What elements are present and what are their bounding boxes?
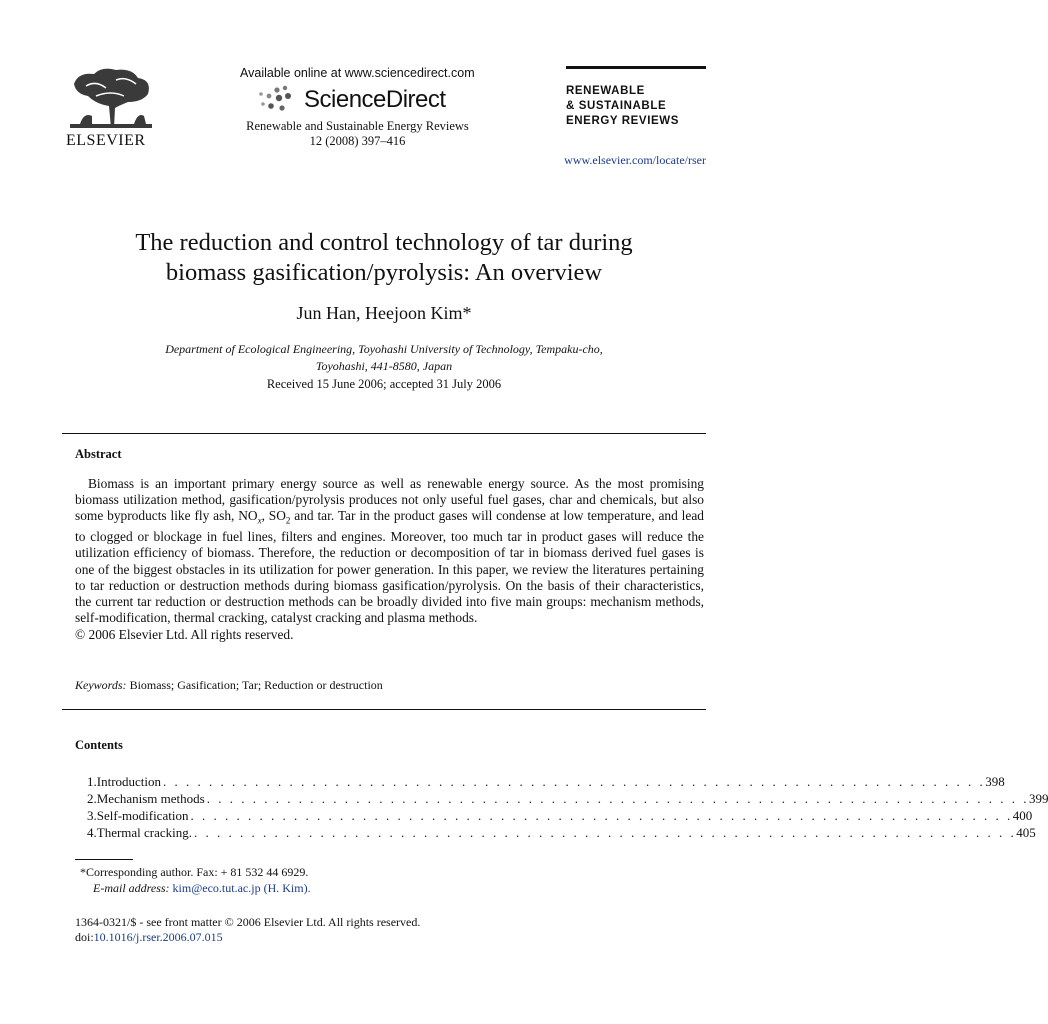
toc-title: Introduction <box>96 774 162 789</box>
toc-page: 399 <box>1028 791 1048 806</box>
email-label: E-mail address: <box>93 881 170 895</box>
journal-title-line: ENERGY REVIEWS <box>566 115 679 127</box>
journal-title-line: RENEWABLE <box>566 85 645 97</box>
journal-volume: 12 (2008) 397–416 <box>309 134 406 148</box>
affiliation-line: Department of Ecological Engineering, Toyohashi University of Technology, Tempaku-cho, <box>165 342 603 356</box>
abstract-text-part: and tar. Tar in the product gases will condense at low temperature, and lead to clogged or blockage in fuel lines, filters and engines. Moreover, too much tar in product gases will reduce the utilization efficiency of biomass. Therefore, the reduction or decomposition of tar in biomass derived fuel gases is one of the biggest obstacles in its utilization for power generation. In this paper, we review the literatures pertaining to tar reduction or destruction methods during biomass gasification/pyrolysis. On the basis of their characteristics, the current tar reduction or destruction methods can be broadly divided into five main groups: mechanism methods, self-modification, thermal cracking, catalyst cracking and plasma methods. <box>75 508 704 626</box>
toc-page: 400 <box>1012 808 1033 823</box>
journal-name: Renewable and Sustainable Energy Reviews <box>246 119 469 133</box>
article-title <box>40 228 728 288</box>
abstract-text-part: , SO <box>261 508 286 524</box>
table-of-contents <box>87 773 1048 841</box>
toc-number: 3. <box>87 808 97 823</box>
affiliation-line: Toyohashi, 441-8580, Japan <box>315 359 453 373</box>
toc-item[interactable] <box>87 790 1048 807</box>
toc-leader: . . . . . . . . . . . . . . . . . . . . . . . . . . . . . . . . . . . . . . . . . . . . . . . . . . . . . . . . . . . . . . . . . . . . . . . . <box>206 791 1029 806</box>
toc-number: 1. <box>87 774 97 789</box>
subscript: x <box>257 516 262 527</box>
article-title-line: biomass gasification/pyrolysis: An overview <box>165 259 603 286</box>
footnote-rule <box>75 859 133 860</box>
corresponding-author-note: *Corresponding author. Fax: + 81 532 44 6929. <box>80 865 309 879</box>
toc-item[interactable] <box>87 807 1033 824</box>
email-link[interactable]: kim@eco.tut.ac.jp (H. Kim). <box>172 881 311 895</box>
abstract-copyright: © 2006 Elsevier Ltd. All rights reserved. <box>75 626 294 642</box>
toc-leader: . . . . . . . . . . . . . . . . . . . . . . . . . . . . . . . . . . . . . . . . . . . . . . . . . . . . . . . . . . . . . . . . . . . . . . . . <box>190 808 1013 823</box>
journal-url-link[interactable]: www.elsevier.com/locate/rser <box>564 153 706 167</box>
article-authors: Jun Han, Heejoon Kim* <box>296 303 472 323</box>
sciencedirect-dots-icon <box>255 84 295 114</box>
author-affiliation <box>40 341 728 375</box>
keywords-label: Keywords: <box>75 678 127 692</box>
keywords <box>75 678 383 693</box>
contents-heading: Contents <box>75 738 123 752</box>
toc-item[interactable] <box>87 824 1036 841</box>
toc-number: 4. <box>87 825 97 840</box>
toc-title: Thermal cracking. <box>96 825 193 840</box>
divider <box>62 433 706 434</box>
front-matter-note: 1364-0321/$ - see front matter © 2006 Elsevier Ltd. All rights reserved. <box>75 915 421 929</box>
sciencedirect-availability: Available online at www.sciencedirect.com <box>240 66 475 80</box>
keywords-value: Biomass; Gasification; Tar; Reduction or destruction <box>129 678 383 692</box>
toc-page: 405 <box>1016 825 1036 840</box>
doi-line <box>75 930 223 945</box>
journal-title-block <box>566 84 679 129</box>
email-note <box>93 881 311 896</box>
journal-title-line: & SUSTAINABLE <box>566 100 667 112</box>
subscript: 2 <box>285 516 291 527</box>
publisher-name: ELSEVIER <box>66 132 146 149</box>
toc-item[interactable] <box>87 773 1005 790</box>
journal-title-rule <box>566 66 706 69</box>
abstract-text <box>75 476 704 643</box>
toc-leader: . . . . . . . . . . . . . . . . . . . . . . . . . . . . . . . . . . . . . . . . . . . . . . . . . . . . . . . . . . . . . . . . . . . . . . . . <box>163 774 986 789</box>
received-dates: Received 15 June 2006; accepted 31 July 2006 <box>266 377 502 391</box>
abstract-text-part: Biomass is an important primary energy source as well as renewable energy source. As the most promising biomass utilization method, gasification/pyrolysis produces not only useful fuel gases, char and chemicals, but also some byproducts like fly ash, NO <box>75 476 704 524</box>
abstract-heading: Abstract <box>75 447 122 461</box>
toc-number: 2. <box>87 791 97 806</box>
toc-title: Mechanism methods <box>96 791 205 806</box>
article-title-line: The reduction and control technology of tar during <box>135 229 633 256</box>
toc-page: 398 <box>985 774 1005 789</box>
doi-label: doi: <box>75 930 94 944</box>
doi-link[interactable]: 10.1016/j.rser.2006.07.015 <box>93 930 223 944</box>
toc-leader: . . . . . . . . . . . . . . . . . . . . . . . . . . . . . . . . . . . . . . . . . . . . . . . . . . . . . . . . . . . . . . . . . . . . . . . . <box>194 825 1017 840</box>
sciencedirect-wordmark: ScienceDirect <box>304 86 446 113</box>
toc-title: Self-modification <box>96 808 189 823</box>
divider <box>62 709 706 710</box>
